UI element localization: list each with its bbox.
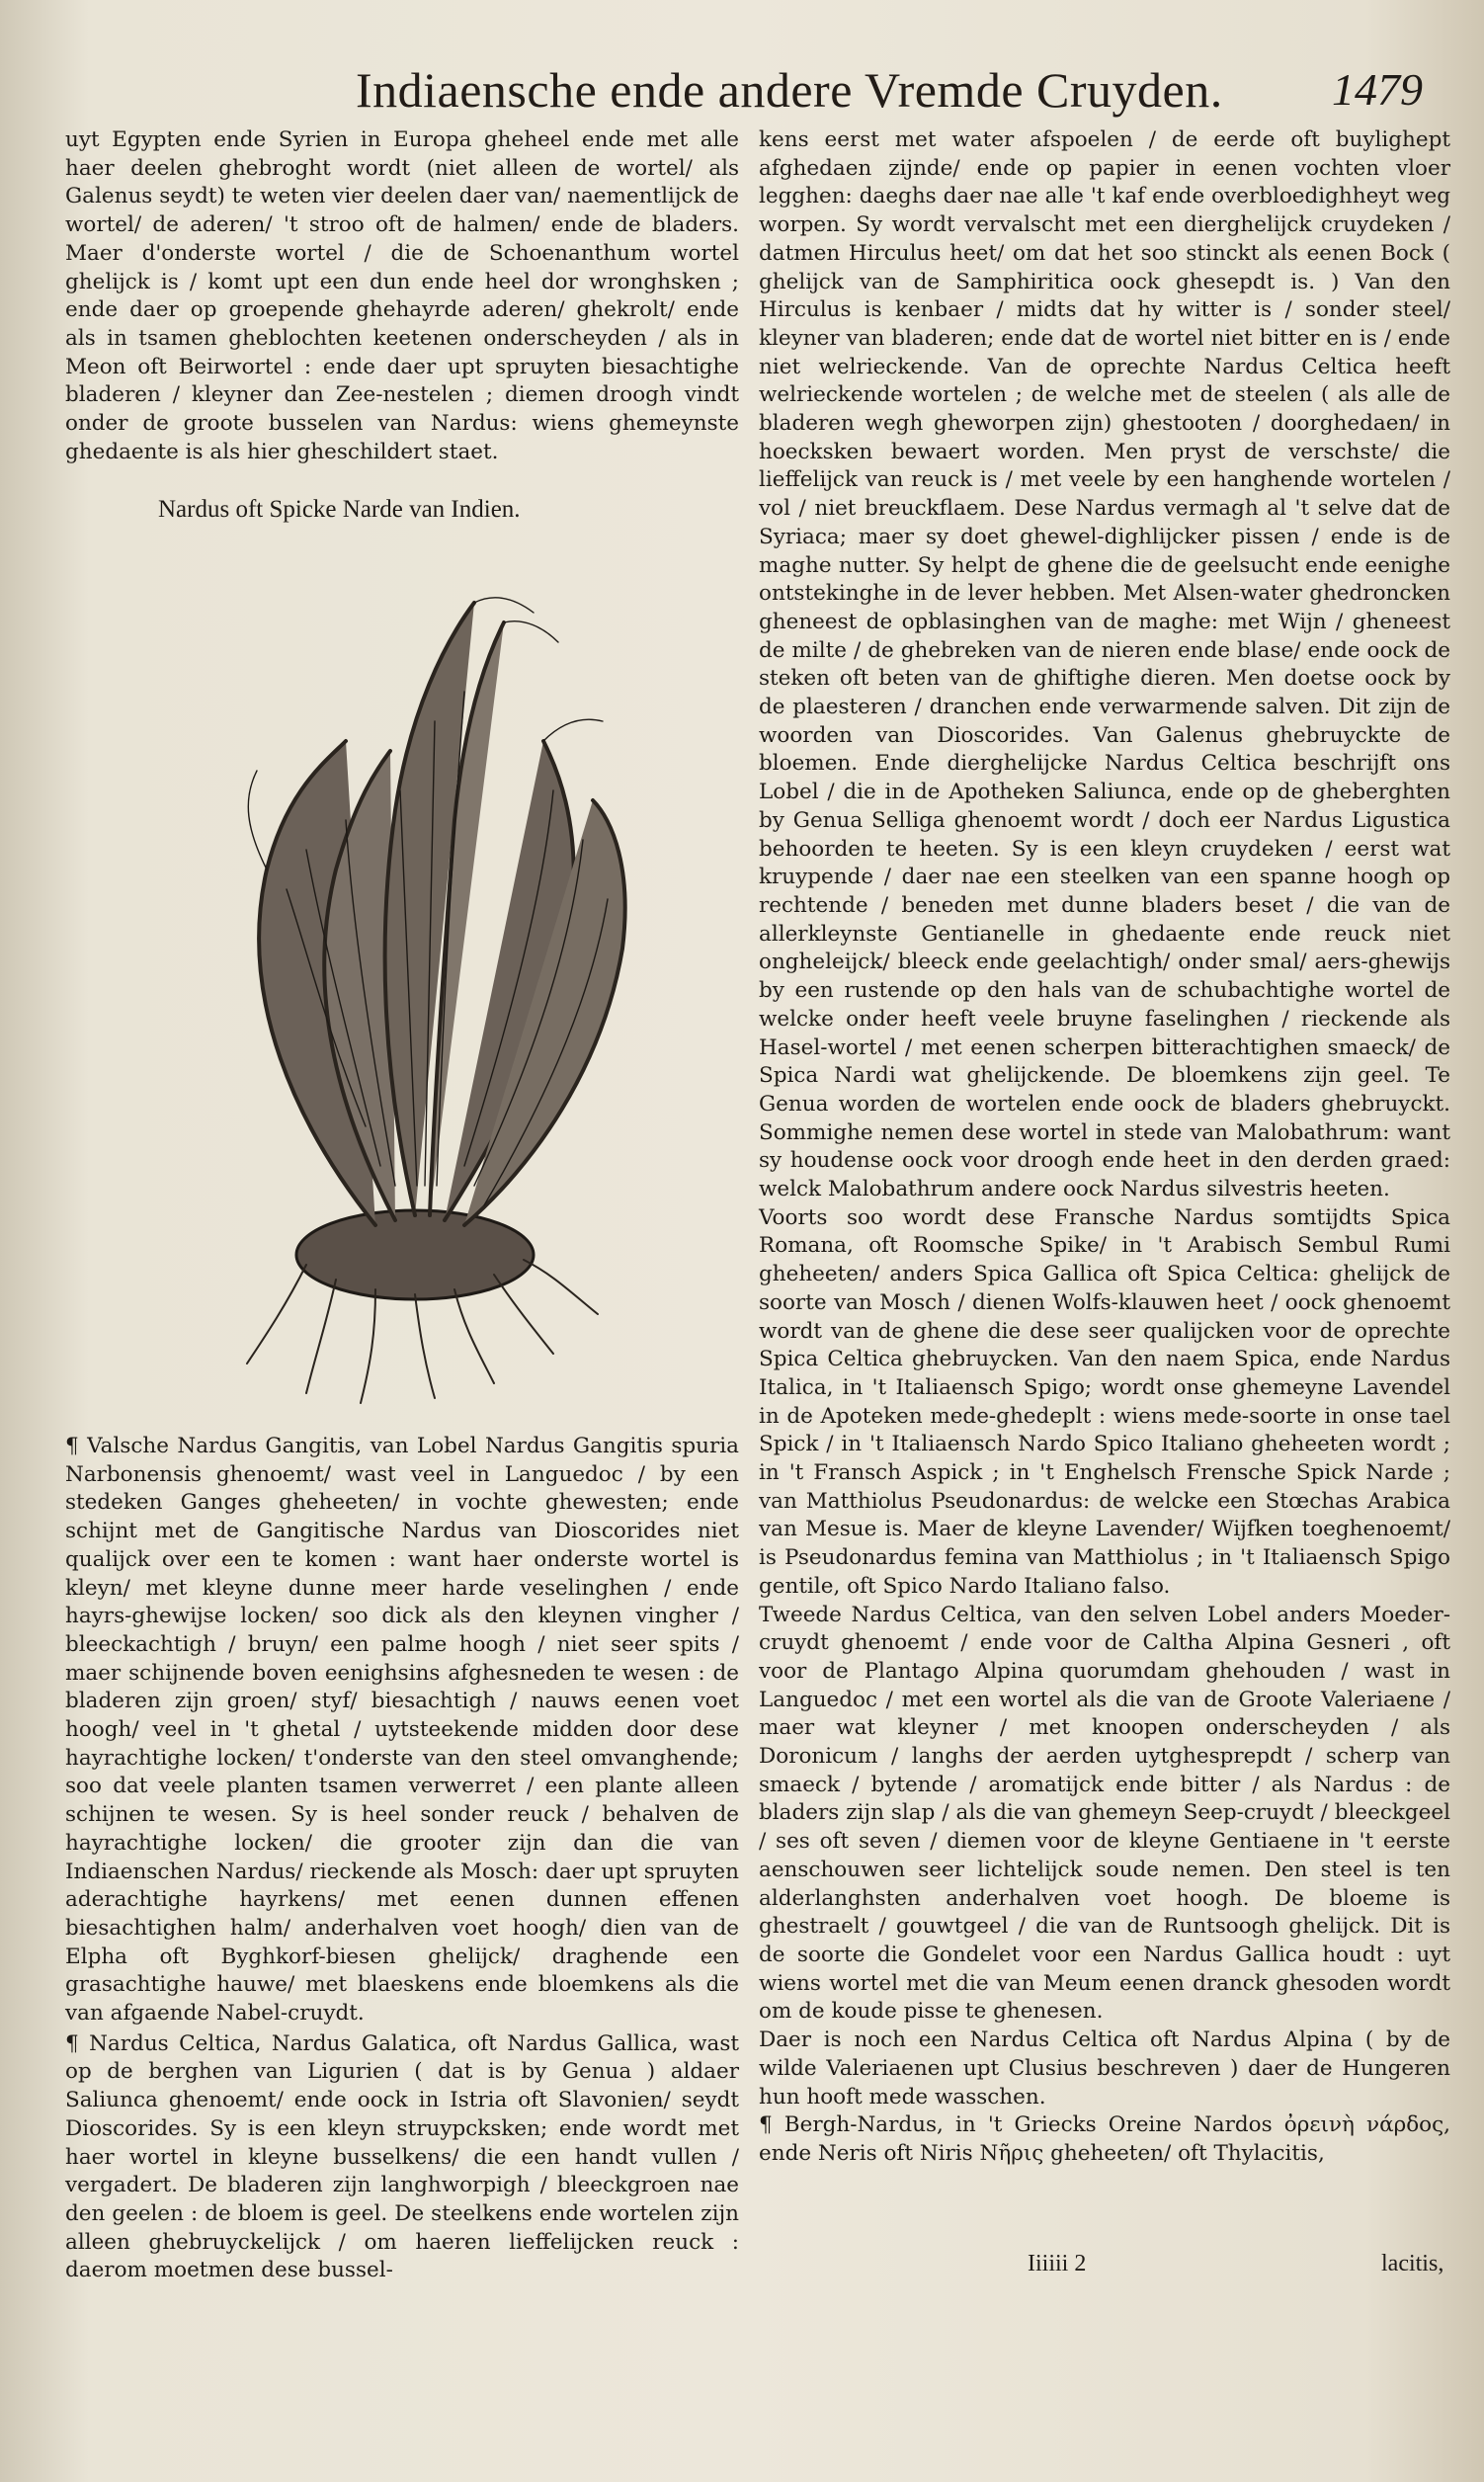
catchword: lacitis, [1381,2251,1444,2276]
running-header [356,61,1423,132]
right-paragraph-4: Daer is noch een Nardus Celtica oft Nardus Alpina ( by de wilde Valeriaenen upt Clusius beschreven ) daer de Hungeren hun hooft mede wasschen. [759,2027,1450,2110]
running-title: Indiaensche ende andere Vremde Cruyden. [356,62,1223,118]
right-paragraph-2: Voorts soo wordt dese Fransche Nardus somtijdts Spica Romana, oft Roomsche Spike/ in 't Arabisch Sembul Rumi gheheeten/ anders Spica Gallica oft Spica Celtica: ghelijck de soorte van Mosch / dienen Wolfs-klauwen heet / oock ghenoemt wordt van de ghene die dese seer qualijcken voor de oprechte Spica Celtica ghebruycken. Van den naem Spica, ende Nardus Italica, in 't Italiaensch Spigo; wordt onse ghemeyne Lavendel in de Apoteken mede-ghedeplt : wiens mede-soorte in onse tael Spick / in 't Italiaensch Nardo Spico Italiano gheheeten wordt ; in 't Fransch Aspick ; in 't Enghelsch Frensche Spick Narde ; van Matthiolus Pseudonardus: de welcke een Stœchas Arabica van Mesue is. Maer de kleyne Lavender/ Wijfken toeghenoemt/ is Pseudonardus femina van Matthiolus ; in 't Italiaensch Spigo gentile, oft Spico Nardo Italiano falso. [759,1204,1450,1599]
page-number: 1479 [1332,64,1423,115]
right-paragraph-1: kens eerst met water afspoelen / de eerde oft buylighept afghedaen zijnde/ ende op papier in eenen vochten vloer legghen: daeghs daer nae alle 't kaf ende overbloedighheyt weg worpen. Sy wordt vervalscht met een dierghelijck cruydeken / datmen Hirculus heet/ om dat het soo stinckt als eenen Bock ( ghelijck van de Samphiritica oock ghesepdt is. ) Van den Hirculus is kenbaer / midts dat hy witter is / sonder steel/ kleyner van bladeren; ende dat de wortel niet bitter en is / ende niet welrieckende. Van de oprechte Nardus Celtica heeft welrieckende wortelen ; de welche met de steelen ( als alle de bladeren wegh gheworpen zijn) ghestooten / doorghedaen/ in hoecksken bewaert worden. Men pryst de verschste/ die lieffelijck van reuck is / met veele by een hanghende wortelen / vol / niet breuckflaem. Dese Nardus vermagh al 't selve dat de Syriaca; maer sy doet ghewel-dighlijcker pissen / ende is de maghe nutter. Sy helpt de ghene die de geelsucht ende eenighe ontstekinghe in de lever hebben. Met Alsen-water ghedroncken gheneest de opblasinghen van de maghe: met Wijn / gheneest de milte / de ghebreken van de nieren ende blase/ ende oock de steken oft beten van de ghiftighe dieren. Men doetse oock by de plaesteren / dranchen ende verwarmende salven. Dit zijn de woorden van Dioscorides. Van Galenus ghebruyckte de bloemen. Ende dierghelijcke Nardus Celtica beschrijft ons Lobel / die in de Apotheken Saliunca, ende op de gheberghten by Genua Selliga ghenoemt wordt / doch eer Nardus Ligustica behoorden te heeten. Sy is een kleyn cruydeken / eerst wat kruypende / daer nae een steelken van een spanne hoogh op rechtende / beneden met dunne bladers beset / die van de allerkleynste Gentianelle in ghedaente ende reuck niet ongheleijck/ bleeck ende geelachtigh/ onder smal/ aers-ghewijs by een rustende op den hals van de schubachtighe wortel de welcke onder heeft veele bruyne faselinghen / rieckende als Hasel-wortel / met eenen scherpen bitterachtighen smaeck/ de Spica Nardi wat ghelijckende. De bloemkens zijn geel. Te Genua worden de wortelen ende oock de bladers ghebruyckt. Sommighe nemen dese wortel in stede van Malobathrum: want sy houdense oock voor droogh ende heet in den derden graed: welck Malobathrum andere oock Nardus silvestris heeten. [759,127,1450,1202]
left-column-top [65,126,739,466]
nardus-celtica-paragraph: ¶ Nardus Celtica, Nardus Galatica, oft Nardus Gallica, wast op de berghen van Ligurien ( dat is by Genua ) aldaer Saliunca ghenoemt/ ende oock in Istria oft Slavonien/ seydt Dioscorides. Sy is een kleyn struypcksken; ende wordt met haer wortel in kleyne busselkens/ die een handt vullen / vergadert. De bladeren zijn langhworpigh / bleeckgroen nae den geelen : de bloem is geel. De steelkens ende wortelen zijn alleen ghebruyckelijck / om haeren lieffelijcken reuck : daerom moetmen dese bussel- [65,2030,739,2283]
signature-mark: Iiiiii 2 [1028,2251,1087,2276]
right-column [759,126,1450,2169]
left-top-paragraph: uyt Egypten ende Syrien in Europa gheheel ende met alle haer deelen ghebroght wordt (niet alleen de wortel/ als Galenus seydt) te weten vier deelen daer van/ naementlijck de wortel/ de aderen/ 't stroo oft de halmen/ ende de bladers. Maer d'onderste wortel / die de Schoenanthum wortel ghelijck is / komt upt een dun ende heel dor wronghsken ; ende daer op groepende ghehayrde aderen/ ghekrolt/ ende als in tsamen gheblochten keetenen onderscheyden / als in Meon oft Beirwortel : ende daer upt spruyten biesachtighe bladeren / kleyner dan Zee-nestelen ; diemen droogh vindt onder de groote busselen van Nardus: wiens ghemeynste ghedaente is als hier gheschildert staet. [65,127,739,464]
figure-caption: Nardus oft Spicke Narde van Indien. [158,496,521,523]
left-column-bottom [65,1433,739,2287]
nardus-woodcut-illustration [148,573,662,1413]
valsche-nardus-paragraph: ¶ Valsche Nardus Gangitis, van Lobel Nardus Gangitis spuria Narbonensis ghenoemt/ wast veel in Languedoc / by een stedeken Ganges gheheeten/ in vochte ghewesten; ende schijnt met de Gangitische Nardus van Dioscorides niet qualijck over een te komen : want haer onderste wortel is kleyn/ met kleyne dunne meer harde veselinghen / ende hayrs-ghewijse locken/ soo dick als den kleynen vingher / bleeckachtigh / bruyn/ een palme hoogh / niet seer spits / maer schijnende boven eenighsins afghesneden te wesen : de bladeren zijn groen/ styf/ biesachtigh / nauws eenen voet hoogh/ veel in 't ghetal / uytsteekende midden door dese hayrachtighe locken/ t'onderste van den steel omvanghende; soo dat veele planten tsamen verwerret / een plante alleen schijnen te wesen. Sy is heel sonder reuck / behalven de hayrachtighe locken/ die grooter zijn dan die van Indiaenschen Nardus/ rieckende als Mosch: daer upt spruyten aderachtighe hayrkens/ met eenen dunnen effenen biesachtighen halm/ anderhalven voet hoogh/ dien van de Elpha oft Byghkorf-biesen ghelijck/ draghende een grasachtighe hauwe/ met blaeskens ende bloemkens als die van afgaende Nabel-cruydt. [65,1434,739,2027]
right-paragraph-3: Tweede Nardus Celtica, van den selven Lobel anders Moeder-cruydt ghenoemt / ende voor de Caltha Alpina Gesneri , oft voor de Plantago Alpina quorumdam ghehouden / wast in Languedoc / met een wortel als die van de Groote Valeriaene / maer wat kleyner / met knoopen onderscheyden / als Doronicum / langhs der aerden uytghesprepdt / scherp van smaeck / bytende / aromatijck ende bitter / als Nardus : de bladers zijn slap / als die van ghemeyn Seep-cruydt / bleeckgeel / ses oft seven / diemen voor de kleyne Gentiaene in 't eerste aenschouwen seer lichtelijck soude nemen. Den steel is ten alderlanghsten anderhalven voet hoogh. De bloeme is ghestraelt / gouwtgeel / die van de Runtsoogh ghelijck. Dit is de soorte die Gondelet voor een Nardus Gallica houdt : uyt wiens wortel met die van Meum eenen dranck ghesoden wordt om de koude pisse te ghenesen. [759,1602,1450,2025]
right-paragraph-5: ¶ Bergh-Nardus, in 't Griecks Oreine Nardos ὀρεινὴ νάρδος, ende Neris oft Niris Νῆρις gheheeten/ oft Thylacitis, [759,2112,1450,2166]
